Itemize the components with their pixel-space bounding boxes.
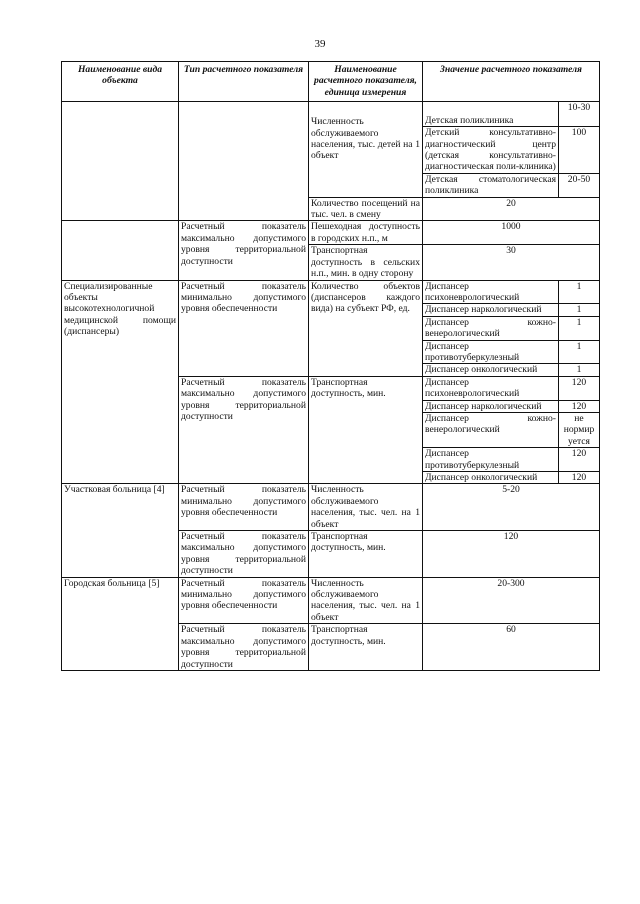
value-cell: 30 [423, 245, 600, 280]
object-cell: Участковая больница [4] [62, 484, 179, 577]
list-item [423, 304, 599, 316]
object-cell: Городская больница [5] [62, 577, 179, 670]
table-row [62, 280, 600, 376]
dispensary-name: Диспансер наркологический [423, 400, 559, 412]
value-cell: 20 [423, 197, 600, 221]
facility-value: 100 [559, 127, 600, 174]
list-item [423, 448, 599, 472]
type-cell: Расчетный показатель максимально допустимого уровня территориальной доступности [179, 221, 309, 280]
facility-value: 20-50 [559, 173, 600, 196]
dispensary-name: Диспансер противотуберкулезный [423, 340, 559, 364]
dispensary-name: Диспансер наркологический [423, 304, 559, 316]
facility-value: 10-30 [559, 102, 600, 127]
value-cell: 1000 [423, 221, 600, 245]
metric-cell: Численность обслуживаемого населения, тыс. чел. на 1 объект [309, 484, 423, 531]
page-number: 39 [314, 38, 326, 50]
list-item [423, 127, 599, 174]
type-cell: Расчетный показатель максимально допустимого уровня территориальной доступности [179, 624, 309, 671]
dispensary-name: Диспансер психоневрологический [423, 377, 559, 400]
dispensary-value: 1 [559, 281, 600, 304]
table-row [62, 484, 600, 531]
header-row [62, 62, 600, 102]
type-cell-empty [179, 102, 309, 221]
metric-cell: Транспортная доступность в сельских н.п., мин. в одну сторону [309, 245, 423, 280]
type-cell: Расчетный показатель минимально допустимого уровня обеспеченности [179, 484, 309, 531]
facility-name: Детская поликлиника [423, 102, 559, 127]
dispensary-value: 120 [559, 448, 600, 472]
value-cell: 20-300 [423, 577, 600, 624]
facility-name: Детский консультативно-диагностический центр (детская консультативно-диагностическая поли-клиника) [423, 127, 559, 174]
dispensary-name: Диспансер онкологический [425, 472, 538, 483]
type-cell: Расчетный показатель максимально допустимого уровня территориальной доступности [179, 376, 309, 484]
dispensary-name: Диспансер противотуберкулезный [423, 448, 559, 472]
metric-cell: Пешеходная доступность в городских н.п., м [309, 221, 423, 245]
header-object: Наименование вида объекта [62, 62, 179, 102]
metric-cell: Численность обслуживаемого населения, тыс. чел. на 1 объект [309, 577, 423, 624]
list-item [423, 400, 599, 412]
norms-table [61, 61, 600, 671]
dispensary-value: 1 [559, 316, 600, 340]
type-cell: Расчетный показатель максимально допустимого уровня территориальной доступности [179, 531, 309, 578]
dispensary-value: 1 [559, 340, 600, 364]
object-cell-empty [62, 221, 179, 280]
object-cell-empty [62, 102, 179, 221]
list-item [423, 281, 599, 304]
list-item [423, 472, 599, 484]
metric-cell: Количество объектов (диспансеров каждого вида) на субъект РФ, ед. [309, 280, 423, 376]
table-row [62, 221, 600, 245]
dispensary-value: 120 [559, 400, 600, 412]
list-item [423, 364, 599, 376]
metric-cell: Численность обслуживаемого населения, тыс. детей на 1 объект [309, 102, 423, 197]
table-row [62, 577, 600, 624]
value-subtable-cell [423, 376, 600, 484]
value-subtable [423, 281, 599, 376]
list-item [423, 316, 599, 340]
value-subtable [423, 102, 599, 196]
metric-cell: Количество посещений на тыс. чел. в смену [309, 197, 423, 221]
dispensary-value: 120 [559, 377, 600, 400]
dispensary-value: 120 [559, 472, 600, 484]
header-type: Тип расчетного показателя [179, 62, 309, 102]
value-cell: 120 [423, 531, 600, 578]
metric-cell: Транспортная доступность, мин. [309, 624, 423, 671]
table-row [62, 102, 600, 197]
value-subtable-cell [423, 102, 600, 197]
dispensary-name: Диспансер онкологический [425, 364, 538, 376]
list-item [423, 340, 599, 364]
list-item [423, 173, 599, 196]
header-value: Значение расчетного показателя [423, 62, 600, 102]
list-item [423, 412, 599, 447]
dispensary-value: не нормир уется [559, 412, 600, 447]
metric-cell: Транспортная доступность, мин. [309, 531, 423, 578]
value-subtable-cell [423, 280, 600, 376]
header-metric: Наименование расчетного показателя, единица измерения [309, 62, 423, 102]
facility-name: Детская стоматологическая поликлиника [425, 173, 556, 197]
dispensary-value: 1 [559, 304, 600, 316]
metric-cell: Транспортная доступность, мин. [309, 376, 423, 484]
value-cell: 5-20 [423, 484, 600, 531]
type-cell: Расчетный показатель минимально допустимого уровня обеспеченности [179, 577, 309, 624]
list-item [423, 377, 599, 400]
value-subtable [423, 377, 599, 484]
object-cell: Специализированные объекты высокотехнологичной медицинской помощи (диспансеры) [62, 280, 179, 484]
dispensary-name: Диспансер психоневрологический [423, 281, 559, 304]
type-cell: Расчетный показатель минимально допустимого уровня обеспеченности [179, 280, 309, 376]
dispensary-name: Диспансер кожно-венерологический [423, 412, 559, 447]
list-item [423, 102, 599, 127]
dispensary-value: 1 [559, 364, 600, 376]
dispensary-name: Диспансер кожно-венерологический [423, 316, 559, 340]
value-cell: 60 [423, 624, 600, 671]
